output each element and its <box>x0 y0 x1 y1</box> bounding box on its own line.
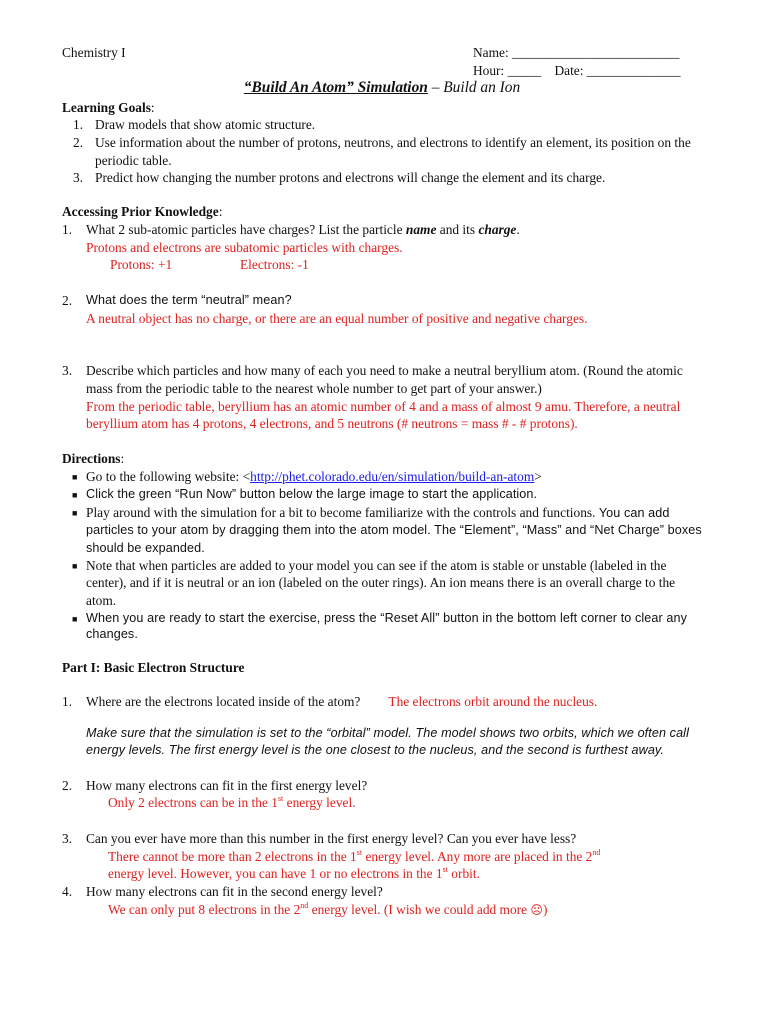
learning-goals-section <box>62 99 706 187</box>
answer-part: energy level. However, you can have 1 or no electrons in the 1 <box>108 866 443 882</box>
direction-item <box>62 504 706 557</box>
orbital-model-note: Make sure that the simulation is set to the “orbital” model. The model shows two orbits, which we often call energy levels. The first energy level is the one closest to the nucleus, and the second is furthest away. <box>86 726 689 758</box>
answer-text: A neutral object has no charge, or there are an equal number of positive and negative charges. <box>86 310 588 326</box>
answer-text: The electrons orbit around the nucleus. <box>388 693 598 709</box>
answer-part: We can only put 8 electrons in the 2 <box>108 901 301 917</box>
answer-text: Protons and electrons are subatomic particles with charges. <box>86 239 403 255</box>
question-2 <box>62 292 706 310</box>
answer-part: orbit. <box>447 866 480 882</box>
part1-question-1 <box>62 693 706 711</box>
question-text-part: . <box>516 221 520 237</box>
heading-colon: : <box>120 451 125 467</box>
goal-item <box>73 134 706 169</box>
question-text: How many electrons can fit in the second energy level? <box>86 884 383 900</box>
direction-text: Note that when particles are added to your model you can see if the atom is stable or unstable (labeled in the center), and if it is neutral or an ion (labeled on the outer rings). An ion means there is an overall charge to the atom. <box>86 557 676 609</box>
emphasis-name: name <box>405 221 437 237</box>
frown-icon: ☹ <box>530 902 543 917</box>
question-number: 2. <box>62 292 73 308</box>
direction-item <box>62 610 706 643</box>
question-1 <box>62 221 706 239</box>
direction-text: When you are ready to start the exercise, press the “Reset All” button in the bottom left corner to clear any changes. <box>86 610 687 642</box>
part1-question-2 <box>62 777 706 795</box>
answer-text <box>62 848 706 883</box>
part1-section <box>62 659 706 919</box>
question-number: 1. <box>62 221 73 237</box>
header <box>62 44 706 79</box>
question-text-part: What 2 sub-atomic particles have charges? List the particle <box>86 221 406 237</box>
direction-item <box>62 468 706 486</box>
answer-text: From the periodic table, beryllium has an atomic number of 4 and a mass of almost 9 amu. Therefore, a neutral beryllium atom has 4 protons, 4 electrons, and 5 neutrons (# neutrons = mass # - # protons). <box>86 398 681 432</box>
goal-text: Use information about the number of protons, neutrons, and electrons to identify an element, its position on the periodic table. <box>95 135 691 168</box>
goal-number: 3. <box>73 170 84 186</box>
question-3 <box>62 362 706 397</box>
question-number: 1. <box>62 693 73 709</box>
emphasis-charge: charge <box>478 221 517 237</box>
direction-text: Go to the following website: < <box>86 468 251 484</box>
student-info-block <box>473 44 706 79</box>
electrons-charge: Electrons: -1 <box>240 257 309 273</box>
hour-date-line: Hour: _____ Date: ______________ <box>473 62 681 78</box>
title-main: “Build An Atom” Simulation <box>243 79 428 97</box>
prior-knowledge-section <box>62 203 706 433</box>
answer-text <box>62 901 706 919</box>
question-number: 4. <box>62 884 73 900</box>
direction-text: > <box>534 468 542 484</box>
directions-section <box>62 450 706 643</box>
superscript: nd <box>300 900 309 910</box>
bullet-icon: ■ <box>72 613 78 624</box>
answer-part: energy level. (I wish we could add more <box>308 901 531 917</box>
part1-question-4 <box>62 883 706 901</box>
direction-text: You can add particles to your atom by dragging them into the atom model. The “Element”, “Mass” and “Net Charge” boxes should be expanded. <box>86 505 702 556</box>
worksheet-title <box>58 78 706 98</box>
direction-item <box>62 557 706 610</box>
charges-line <box>62 256 706 274</box>
direction-text: Click the green “Run Now” button below the large image to start the application. <box>86 486 538 501</box>
course-label: Chemistry I <box>62 45 126 60</box>
protons-charge: Protons: +1 <box>110 257 173 273</box>
question-text: How many electrons can fit in the first energy level? <box>86 777 368 793</box>
part1-question-3 <box>62 830 706 848</box>
direction-item <box>62 486 706 504</box>
directions-heading: Directions <box>62 451 121 467</box>
question-number: 3. <box>62 831 73 847</box>
name-line: Name: _________________________ <box>473 45 680 60</box>
direction-text: Play around with the simulation for a bit to become familiarize with the controls and functions. <box>86 504 596 520</box>
question-text <box>86 221 520 239</box>
superscript: st <box>442 865 448 875</box>
question-text: Where are the electrons located inside of the atom? <box>86 693 361 709</box>
answer-text <box>62 794 706 812</box>
phet-link[interactable]: http://phet.colorado.edu/en/simulation/build-an-atom <box>250 468 535 484</box>
goal-item <box>73 116 706 134</box>
bullet-icon: ■ <box>72 489 78 500</box>
superscript: st <box>277 794 284 804</box>
goal-text: Predict how changing the number protons and electrons will change the element and its charge. <box>95 170 606 186</box>
question-text: Can you ever have more than this number in the first energy level? Can you ever have less? <box>86 831 577 847</box>
goal-number: 1. <box>73 117 84 133</box>
goal-number: 2. <box>73 135 84 151</box>
heading-colon: : <box>150 99 155 115</box>
heading-colon: : <box>218 204 223 220</box>
answer-part: ) <box>542 901 548 917</box>
answer-part: energy level. Any more are placed in the 2 <box>362 848 593 864</box>
title-dash: – <box>427 79 444 97</box>
title-sub: Build an Ion <box>443 79 521 97</box>
answer-part: There cannot be more than 2 electrons in the 1 <box>108 848 357 864</box>
question-text: What does the term “neutral” mean? <box>86 292 292 307</box>
question-number: 2. <box>62 777 73 793</box>
question-number: 3. <box>62 363 73 379</box>
superscript: nd <box>592 847 601 857</box>
answer-part: energy level. <box>283 795 356 811</box>
learning-goals-heading: Learning Goals <box>62 99 151 115</box>
prior-knowledge-heading: Accessing Prior Knowledge <box>62 204 219 220</box>
question-text: Describe which particles and how many of each you need to make a neutral beryllium atom. (Round the atomic mass from the periodic table to the nearest whole number to get part of your answer.) <box>86 363 683 396</box>
goal-item <box>73 169 706 187</box>
bullet-icon: ■ <box>72 507 78 518</box>
bullet-icon: ■ <box>72 560 78 571</box>
answer-part: Only 2 electrons can be in the 1 <box>108 795 278 811</box>
part1-heading: Part I: Basic Electron Structure <box>62 660 245 676</box>
superscript: st <box>356 847 363 857</box>
goal-text: Draw models that show atomic structure. <box>95 117 316 133</box>
bullet-icon: ■ <box>72 471 78 482</box>
question-text-part: and its <box>436 221 479 237</box>
